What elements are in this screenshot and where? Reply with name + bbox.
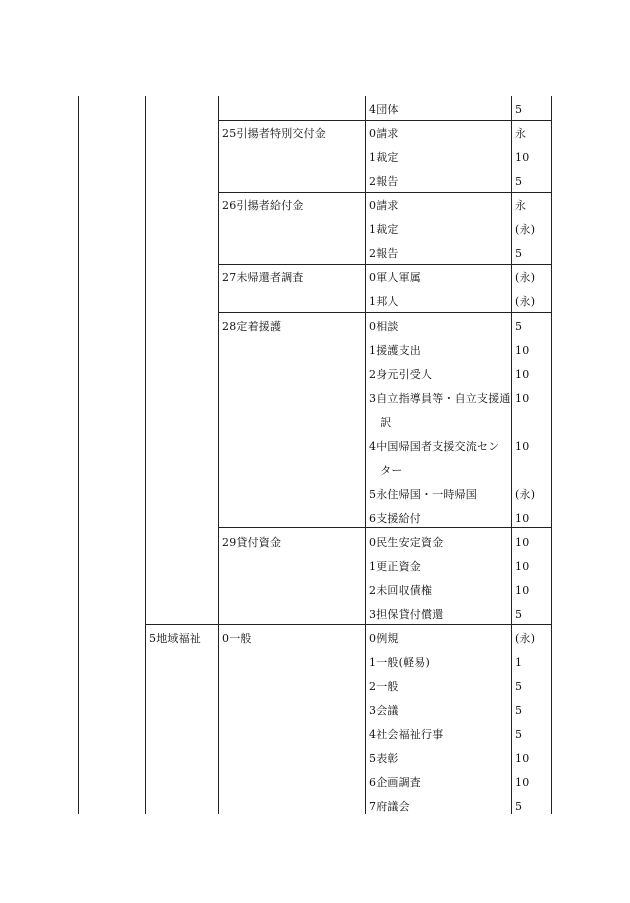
period-cell: 5	[515, 247, 523, 260]
period-cell: 10	[515, 344, 530, 357]
group-rule	[145, 624, 551, 625]
column-l3-cell: 0一般	[222, 632, 252, 645]
column-l2-cell: 5地域福祉	[149, 632, 201, 645]
period-cell: 10	[515, 776, 530, 789]
column-l3-cell: 27未帰還者調査	[222, 271, 304, 284]
item-cell: 1援護支出	[369, 344, 421, 357]
period-cell: 5	[515, 704, 523, 717]
period-cell: 5	[515, 103, 523, 116]
item-cell: 7府議会	[369, 800, 410, 813]
period-cell: 10	[515, 584, 530, 597]
column-rule	[78, 96, 79, 814]
item-cell: 2報告	[369, 247, 399, 260]
period-cell: (永)	[515, 295, 536, 308]
item-cell: 1邦人	[369, 295, 399, 308]
column-rule	[511, 96, 512, 814]
period-cell: 10	[515, 392, 530, 405]
item-cell: 0請求	[369, 127, 399, 140]
period-cell: (永)	[515, 271, 536, 284]
period-cell: 10	[515, 752, 530, 765]
item-cell: 0相談	[369, 320, 399, 333]
period-cell: 10	[515, 440, 530, 453]
item-cell: 6支援給付	[369, 512, 421, 525]
column-l3-cell: 28定着援護	[222, 320, 282, 333]
item-cell: 0民生安定資金	[369, 536, 444, 549]
group-rule	[218, 120, 551, 121]
item-cell: 訳	[369, 416, 392, 429]
period-cell: 永	[515, 127, 527, 140]
period-cell: 5	[515, 320, 523, 333]
period-cell: 5	[515, 728, 523, 741]
group-rule	[218, 312, 551, 313]
group-rule	[218, 192, 551, 193]
period-cell: 10	[515, 151, 530, 164]
period-cell: 5	[515, 680, 523, 693]
period-cell: 5	[515, 800, 523, 813]
column-rule	[551, 96, 552, 814]
item-cell: 4団体	[369, 103, 399, 116]
period-cell: 10	[515, 368, 530, 381]
period-cell: (永)	[515, 632, 536, 645]
period-cell: 10	[515, 512, 530, 525]
item-cell: 0例規	[369, 632, 399, 645]
item-cell: 1裁定	[369, 223, 399, 236]
item-cell: 1更正資金	[369, 560, 421, 573]
item-cell: 2一般	[369, 680, 399, 693]
item-cell: 3会議	[369, 704, 399, 717]
period-cell: (永)	[515, 488, 536, 501]
column-rule	[365, 96, 366, 814]
item-cell: 4中国帰国者支援交流セン	[369, 440, 500, 453]
item-cell: 0軍人軍属	[369, 271, 421, 284]
item-cell: 3担保貸付償還	[369, 608, 444, 621]
item-cell: 0請求	[369, 199, 399, 212]
item-cell: 6企画調査	[369, 776, 421, 789]
item-cell: 1一般(軽易)	[369, 656, 430, 669]
item-cell: 2身元引受人	[369, 368, 433, 381]
item-cell: 1裁定	[369, 151, 399, 164]
group-rule	[218, 264, 551, 265]
column-rule	[218, 96, 219, 814]
period-cell: 5	[515, 608, 523, 621]
item-cell: ター	[369, 464, 403, 477]
period-cell: 永	[515, 199, 527, 212]
group-rule	[218, 527, 551, 528]
item-cell: 4社会福祉行事	[369, 728, 444, 741]
period-cell: 1	[515, 656, 523, 669]
item-cell: 5永住帰国・一時帰国	[369, 488, 477, 501]
period-cell: 5	[515, 175, 523, 188]
column-rule	[145, 96, 146, 814]
column-l3-cell: 29貸付資金	[222, 536, 282, 549]
item-cell: 2未回収債権	[369, 584, 433, 597]
period-cell: 10	[515, 536, 530, 549]
period-cell: 10	[515, 560, 530, 573]
period-cell: (永)	[515, 223, 536, 236]
column-l3-cell: 25引揚者特別交付金	[222, 127, 326, 140]
item-cell: 3自立指導員等・自立支援通	[369, 392, 511, 405]
item-cell: 2報告	[369, 175, 399, 188]
column-l3-cell: 26引揚者給付金	[222, 199, 304, 212]
item-cell: 5表彰	[369, 752, 399, 765]
